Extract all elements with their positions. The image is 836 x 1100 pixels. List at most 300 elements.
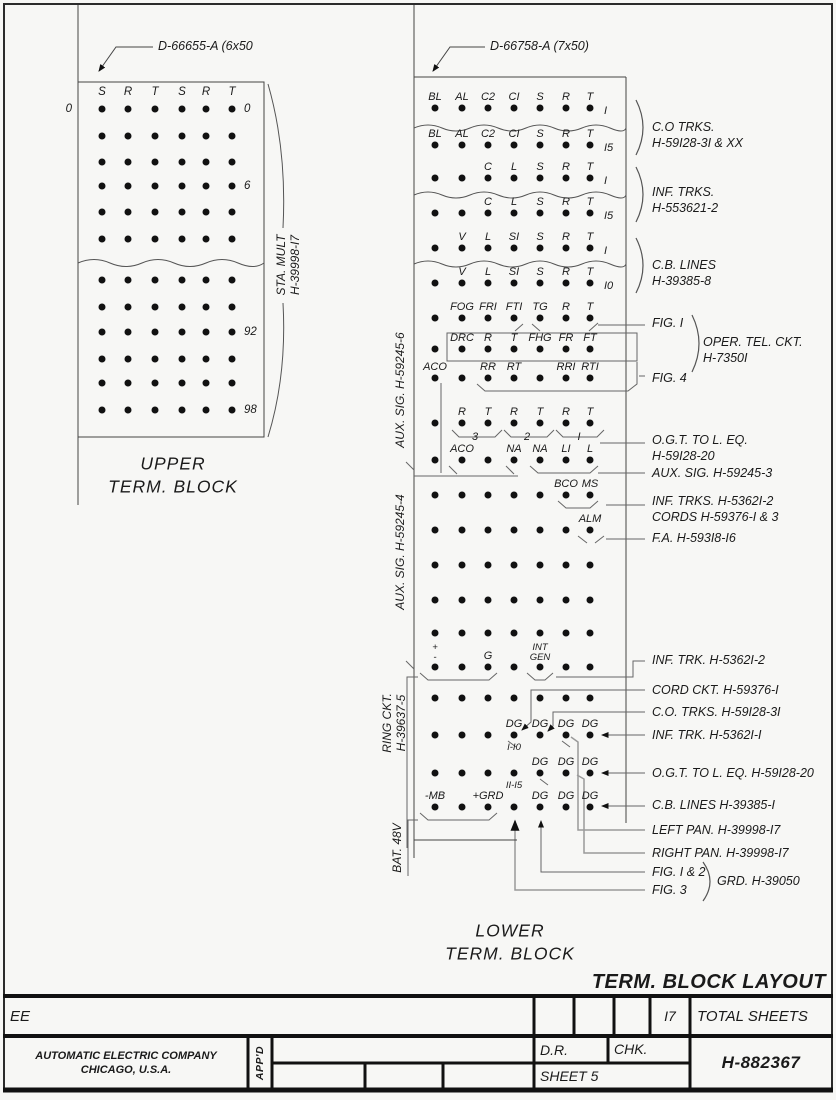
- pin-label: L: [586, 443, 594, 455]
- terminal-dot: [485, 804, 492, 811]
- terminal-dot: [485, 420, 492, 427]
- pin-label: T: [586, 196, 594, 208]
- pin-label: SI: [508, 266, 520, 278]
- terminal-dot: [587, 770, 594, 777]
- pin-label: S: [536, 231, 544, 243]
- terminal-dot: [563, 562, 570, 569]
- terminal-dot: [587, 346, 594, 353]
- terminal-dot: [432, 527, 439, 534]
- terminal-dot: [459, 245, 466, 252]
- upper-column-header: T: [228, 86, 236, 98]
- pin-label: +GRD: [472, 790, 504, 802]
- terminal-dot: [432, 175, 439, 182]
- pin-label: R: [562, 196, 570, 208]
- terminal-dot: [459, 597, 466, 604]
- pin-label: T: [536, 406, 544, 418]
- terminal-dot: [537, 562, 544, 569]
- terminal-dot: [203, 159, 210, 166]
- terminal-dot: [563, 457, 570, 464]
- terminal-dot: [459, 346, 466, 353]
- upper-caption-line1: UPPER: [140, 453, 206, 474]
- pin-label: FTI: [505, 301, 523, 313]
- layout-title: TERM. BLOCK LAYOUT: [591, 971, 826, 993]
- terminal-dot: [537, 375, 544, 382]
- pin-label: L: [510, 196, 518, 208]
- pin-label: DG: [531, 756, 549, 768]
- terminal-dot: [179, 209, 186, 216]
- callout-label: RIGHT PAN. H-39998-I7: [652, 846, 789, 860]
- terminal-dot: [432, 105, 439, 112]
- terminal-dot: [99, 236, 106, 243]
- pin-label: S: [536, 266, 544, 278]
- terminal-dot: [229, 209, 236, 216]
- lower-row-number: I: [604, 175, 608, 187]
- pin-label: + -: [432, 642, 438, 663]
- terminal-dot: [511, 562, 518, 569]
- terminal-dot: [179, 236, 186, 243]
- upper-column-header: R: [201, 86, 211, 98]
- terminal-dot: [179, 133, 186, 140]
- upper-side-label-line1: STA. MULT: [274, 234, 288, 296]
- callout-label: AUX. SIG. H-59245-3: [652, 466, 773, 480]
- terminal-dot: [99, 159, 106, 166]
- pin-label: R: [562, 231, 570, 243]
- lower-row-number: I: [604, 105, 608, 117]
- terminal-dot: [587, 105, 594, 112]
- pin-label: DG: [557, 790, 575, 802]
- terminal-dot: [432, 457, 439, 464]
- pin-label: R: [562, 301, 570, 313]
- terminal-dot: [485, 664, 492, 671]
- terminal-dot: [152, 304, 159, 311]
- pin-label: DG: [557, 756, 575, 768]
- terminal-dot: [563, 315, 570, 322]
- terminal-dot: [459, 420, 466, 427]
- pin-label: L: [484, 231, 492, 243]
- terminal-dot: [152, 236, 159, 243]
- terminal-dot: [511, 527, 518, 534]
- terminal-dot: [537, 804, 544, 811]
- left-side-label: AUX. SIG. H-59245-6: [393, 332, 407, 448]
- terminal-dot: [99, 304, 106, 311]
- callout-label: FIG. 3: [652, 883, 687, 897]
- pin-label: DG: [581, 718, 599, 730]
- pin-label: DG: [531, 718, 549, 730]
- terminal-dot: [229, 356, 236, 363]
- terminal-dot: [537, 142, 544, 149]
- terminal-dot: [537, 597, 544, 604]
- pin-label: BL: [428, 128, 442, 140]
- pin-label: -MB: [424, 790, 446, 802]
- pin-label: AL: [455, 128, 469, 140]
- terminal-dot: [203, 380, 210, 387]
- upper-side-label: [274, 235, 302, 296]
- terminal-dot: [563, 597, 570, 604]
- terminal-dot: [511, 457, 518, 464]
- upper-row-number-right: 6: [244, 180, 251, 192]
- terminal-dot: [179, 277, 186, 284]
- terminal-dot: [537, 315, 544, 322]
- terminal-dot: [459, 175, 466, 182]
- terminal-dot: [179, 304, 186, 311]
- callout-label: FIG. I: [652, 316, 684, 330]
- company-line1: AUTOMATIC ELECTRIC COMPANY: [35, 1050, 217, 1062]
- sheet-code: EE: [10, 1008, 31, 1025]
- callout-label: INF. TRKS. H-553621-2: [652, 185, 719, 215]
- terminal-dot: [537, 175, 544, 182]
- terminal-dot: [511, 315, 518, 322]
- terminal-dot: [537, 457, 544, 464]
- terminal-dot: [179, 159, 186, 166]
- pin-label: FRI: [479, 301, 497, 313]
- pin-label: R: [562, 406, 570, 418]
- terminal-dot: [125, 329, 132, 336]
- terminal-dot: [459, 280, 466, 287]
- terminal-dot: [587, 210, 594, 217]
- terminal-dot: [587, 527, 594, 534]
- terminal-dot: [485, 142, 492, 149]
- terminal-dot: [152, 209, 159, 216]
- terminal-dot: [125, 159, 132, 166]
- terminal-dot: [432, 695, 439, 702]
- terminal-dot: [587, 664, 594, 671]
- terminal-dot: [485, 315, 492, 322]
- pin-label: C: [484, 161, 492, 173]
- company-line2: CHICAGO, U.S.A.: [80, 1064, 172, 1076]
- terminal-dot: [432, 804, 439, 811]
- pin-label: T: [586, 301, 594, 313]
- pin-label: NA: [506, 443, 522, 455]
- lower-row-number: I0: [604, 280, 614, 292]
- pin-label: T: [586, 161, 594, 173]
- terminal-dot: [179, 329, 186, 336]
- terminal-dot: [459, 492, 466, 499]
- callout-label: C.O. TRKS. H-59I28-3I: [652, 705, 781, 719]
- pin-label: S: [536, 128, 544, 140]
- terminal-dot: [125, 277, 132, 284]
- terminal-dot: [99, 407, 106, 414]
- terminal-dot: [432, 210, 439, 217]
- callout-label: O.G.T. TO L. EQ. H-59I28-20: [652, 433, 748, 463]
- pin-label: FOG: [450, 301, 474, 313]
- chk-label: CHK.: [614, 1041, 648, 1057]
- left-side-label: BAT. 48V: [390, 823, 404, 873]
- terminal-dot: [537, 346, 544, 353]
- callout-label: C.B. LINES H-39385-8: [652, 258, 716, 288]
- terminal-dot: [537, 527, 544, 534]
- pin-label: DRC: [450, 332, 474, 344]
- upper-row-number-right: 98: [244, 404, 257, 416]
- pin-label: MS: [581, 478, 599, 490]
- terminal-dot: [511, 630, 518, 637]
- terminal-dot: [587, 732, 594, 739]
- terminal-dot: [511, 245, 518, 252]
- total-sheets-label: TOTAL SHEETS: [697, 1008, 808, 1025]
- terminal-dot: [459, 210, 466, 217]
- appd-label: APP'D: [254, 1045, 266, 1081]
- pin-label: CI: [508, 128, 520, 140]
- pin-label: G: [483, 650, 493, 662]
- terminal-dot: [459, 315, 466, 322]
- terminal-dot: [511, 142, 518, 149]
- pin-label: R: [562, 91, 570, 103]
- terminal-dot: [432, 375, 439, 382]
- terminal-dot: [563, 695, 570, 702]
- terminal-dot: [587, 175, 594, 182]
- terminal-dot: [511, 210, 518, 217]
- pin-label: V: [458, 266, 466, 278]
- terminal-dot: [179, 380, 186, 387]
- pin-label: R: [484, 332, 492, 344]
- terminal-dot: [587, 375, 594, 382]
- terminal-dot: [179, 407, 186, 414]
- terminal-dot: [511, 804, 518, 811]
- terminal-dot: [125, 183, 132, 190]
- terminal-dot: [485, 375, 492, 382]
- terminal-dot: [587, 804, 594, 811]
- pin-label: V: [458, 231, 466, 243]
- terminal-dot: [432, 142, 439, 149]
- upper-caption-line2: TERM. BLOCK: [108, 476, 238, 497]
- pin-label: T: [586, 266, 594, 278]
- terminal-dot: [152, 183, 159, 190]
- terminal-dot: [229, 159, 236, 166]
- pin-label: DG: [581, 756, 599, 768]
- terminal-dot: [537, 664, 544, 671]
- pin-label: RRI: [556, 361, 576, 373]
- lower-caption-line1: LOWER: [475, 920, 545, 941]
- terminal-dot: [537, 732, 544, 739]
- terminal-dot: [587, 245, 594, 252]
- pin-label: AL: [455, 91, 469, 103]
- terminal-dot: [99, 380, 106, 387]
- terminal-dot: [459, 630, 466, 637]
- terminal-dot: [459, 804, 466, 811]
- terminal-dot: [459, 562, 466, 569]
- terminal-dot: [203, 277, 210, 284]
- terminal-dot: [587, 420, 594, 427]
- pin-label: DG: [581, 790, 599, 802]
- pin-label: FT: [583, 332, 597, 344]
- callout-label: INF. TRK. H-5362I-I: [652, 728, 762, 742]
- terminal-dot: [179, 356, 186, 363]
- terminal-dot: [537, 695, 544, 702]
- terminal-dot: [152, 380, 159, 387]
- dg-range-label: II-I5: [505, 780, 523, 791]
- terminal-dot: [537, 210, 544, 217]
- terminal-dot: [485, 562, 492, 569]
- pin-label: CI: [508, 91, 520, 103]
- terminal-dot: [229, 236, 236, 243]
- terminal-dot: [485, 770, 492, 777]
- terminal-dot: [563, 527, 570, 534]
- terminal-dot: [563, 375, 570, 382]
- pin-label: R: [562, 161, 570, 173]
- dg-range-label: I-I0: [507, 742, 521, 753]
- pin-label: T: [586, 406, 594, 418]
- terminal-dot: [563, 804, 570, 811]
- upper-row-number-right: 92: [244, 326, 257, 338]
- pair-group-label: 2: [523, 431, 531, 443]
- terminal-dot: [152, 133, 159, 140]
- pin-label: BL: [428, 91, 442, 103]
- terminal-dot: [432, 315, 439, 322]
- pin-label: DG: [505, 718, 523, 730]
- callout-label: FIG. 4: [652, 371, 687, 385]
- terminal-dot: [229, 407, 236, 414]
- terminal-dot: [587, 597, 594, 604]
- terminal-dot: [537, 770, 544, 777]
- terminal-dot: [587, 562, 594, 569]
- callout-label: INF. TRKS. H-5362I-2 CORDS H-59376-I & 3: [652, 494, 779, 524]
- terminal-dot: [485, 732, 492, 739]
- terminal-dot: [511, 732, 518, 739]
- terminal-dot: [511, 280, 518, 287]
- terminal-dot: [203, 329, 210, 336]
- lower-row-number: I5: [604, 210, 614, 222]
- terminal-dot: [99, 356, 106, 363]
- terminal-dot: [587, 492, 594, 499]
- callout-label: INF. TRK. H-5362I-2: [652, 653, 766, 667]
- terminal-dot: [563, 492, 570, 499]
- terminal-dot: [459, 695, 466, 702]
- terminal-dot: [563, 245, 570, 252]
- pin-label: L: [510, 161, 518, 173]
- terminal-dot: [203, 133, 210, 140]
- pin-label: BCO: [554, 478, 578, 490]
- terminal-dot: [125, 106, 132, 113]
- pin-label: L: [484, 266, 492, 278]
- pin-label: S: [536, 91, 544, 103]
- terminal-dot: [152, 277, 159, 284]
- terminal-dot: [511, 175, 518, 182]
- pin-label: C2: [480, 128, 496, 140]
- terminal-dot: [152, 329, 159, 336]
- terminal-dot: [511, 597, 518, 604]
- terminal-dot: [99, 209, 106, 216]
- terminal-dot: [432, 420, 439, 427]
- total-sheets-value: I7: [664, 1008, 676, 1024]
- terminal-dot: [203, 407, 210, 414]
- upper-part-label: D-66655-A (6x50: [158, 39, 253, 53]
- terminal-dot: [203, 236, 210, 243]
- pin-label: C: [484, 196, 492, 208]
- terminal-dot: [125, 209, 132, 216]
- pin-label: ALM: [578, 513, 602, 525]
- terminal-dot: [432, 732, 439, 739]
- terminal-dot: [432, 346, 439, 353]
- upper-column-header: S: [178, 86, 186, 98]
- lower-row-number: I: [604, 245, 608, 257]
- terminal-dot: [203, 304, 210, 311]
- callout-label: LEFT PAN. H-39998-I7: [652, 823, 781, 837]
- terminal-dot: [99, 133, 106, 140]
- terminal-dot: [563, 175, 570, 182]
- pin-label: S: [536, 196, 544, 208]
- terminal-dot: [511, 695, 518, 702]
- terminal-dot: [459, 105, 466, 112]
- upper-side-label-line2: H-39998-I7: [288, 234, 302, 296]
- terminal-dot: [485, 245, 492, 252]
- terminal-dot: [485, 105, 492, 112]
- terminal-dot: [229, 380, 236, 387]
- terminal-dot: [432, 562, 439, 569]
- dr-label: D.R.: [540, 1042, 568, 1058]
- terminal-dot: [432, 280, 439, 287]
- terminal-dot: [563, 210, 570, 217]
- pin-label: RT: [506, 361, 522, 373]
- pin-label: S: [536, 161, 544, 173]
- pin-label: T: [586, 231, 594, 243]
- pin-label: TG: [532, 301, 548, 313]
- terminal-dot: [229, 329, 236, 336]
- terminal-dot: [511, 375, 518, 382]
- terminal-dot: [229, 304, 236, 311]
- terminal-dot: [511, 105, 518, 112]
- callout-label: CORD CKT. H-59376-I: [652, 683, 779, 697]
- callout-label: OPER. TEL. CKT. H-7350I: [703, 335, 803, 365]
- terminal-dot: [537, 105, 544, 112]
- terminal-dot: [587, 315, 594, 322]
- lower-row-number: I5: [604, 142, 614, 154]
- pin-label: T: [484, 406, 492, 418]
- terminal-dot: [563, 142, 570, 149]
- terminal-dot: [485, 346, 492, 353]
- terminal-dot: [459, 732, 466, 739]
- pin-label: NA: [532, 443, 548, 455]
- upper-column-header: T: [151, 86, 159, 98]
- terminal-dot: [563, 630, 570, 637]
- terminal-dot: [432, 630, 439, 637]
- terminal-dot: [125, 304, 132, 311]
- terminal-dot: [563, 346, 570, 353]
- pin-label: DG: [557, 718, 575, 730]
- upper-row-number-left: 0: [65, 103, 72, 115]
- pin-label: T: [586, 91, 594, 103]
- terminal-dot: [563, 105, 570, 112]
- terminal-dot: [459, 770, 466, 777]
- terminal-dot: [459, 142, 466, 149]
- terminal-dot: [485, 280, 492, 287]
- pin-label: R: [458, 406, 466, 418]
- terminal-dot: [511, 770, 518, 777]
- terminal-dot: [125, 356, 132, 363]
- terminal-dot: [229, 133, 236, 140]
- pin-label: LI: [561, 443, 571, 455]
- left-side-label: AUX. SIG. H-59245-4: [393, 494, 407, 610]
- terminal-dot: [99, 106, 106, 113]
- terminal-dot: [563, 664, 570, 671]
- callout-label: FIG. I & 2: [652, 865, 706, 879]
- terminal-dot: [125, 236, 132, 243]
- terminal-dot: [485, 527, 492, 534]
- lower-part-label: D-66758-A (7x50): [490, 39, 589, 53]
- callout-label: F.A. H-593I8-I6: [652, 531, 736, 545]
- callout-label: O.G.T. TO L. EQ. H-59I28-20: [652, 766, 814, 780]
- terminal-dot: [511, 492, 518, 499]
- terminal-dot: [432, 492, 439, 499]
- terminal-dot: [485, 175, 492, 182]
- upper-row-number-right: 0: [244, 103, 251, 115]
- terminal-dot: [587, 457, 594, 464]
- terminal-dot: [152, 159, 159, 166]
- terminal-dot: [432, 245, 439, 252]
- terminal-dot: [459, 375, 466, 382]
- terminal-dot: [203, 356, 210, 363]
- pin-label: T: [510, 332, 518, 344]
- terminal-dot: [485, 457, 492, 464]
- terminal-dot: [229, 183, 236, 190]
